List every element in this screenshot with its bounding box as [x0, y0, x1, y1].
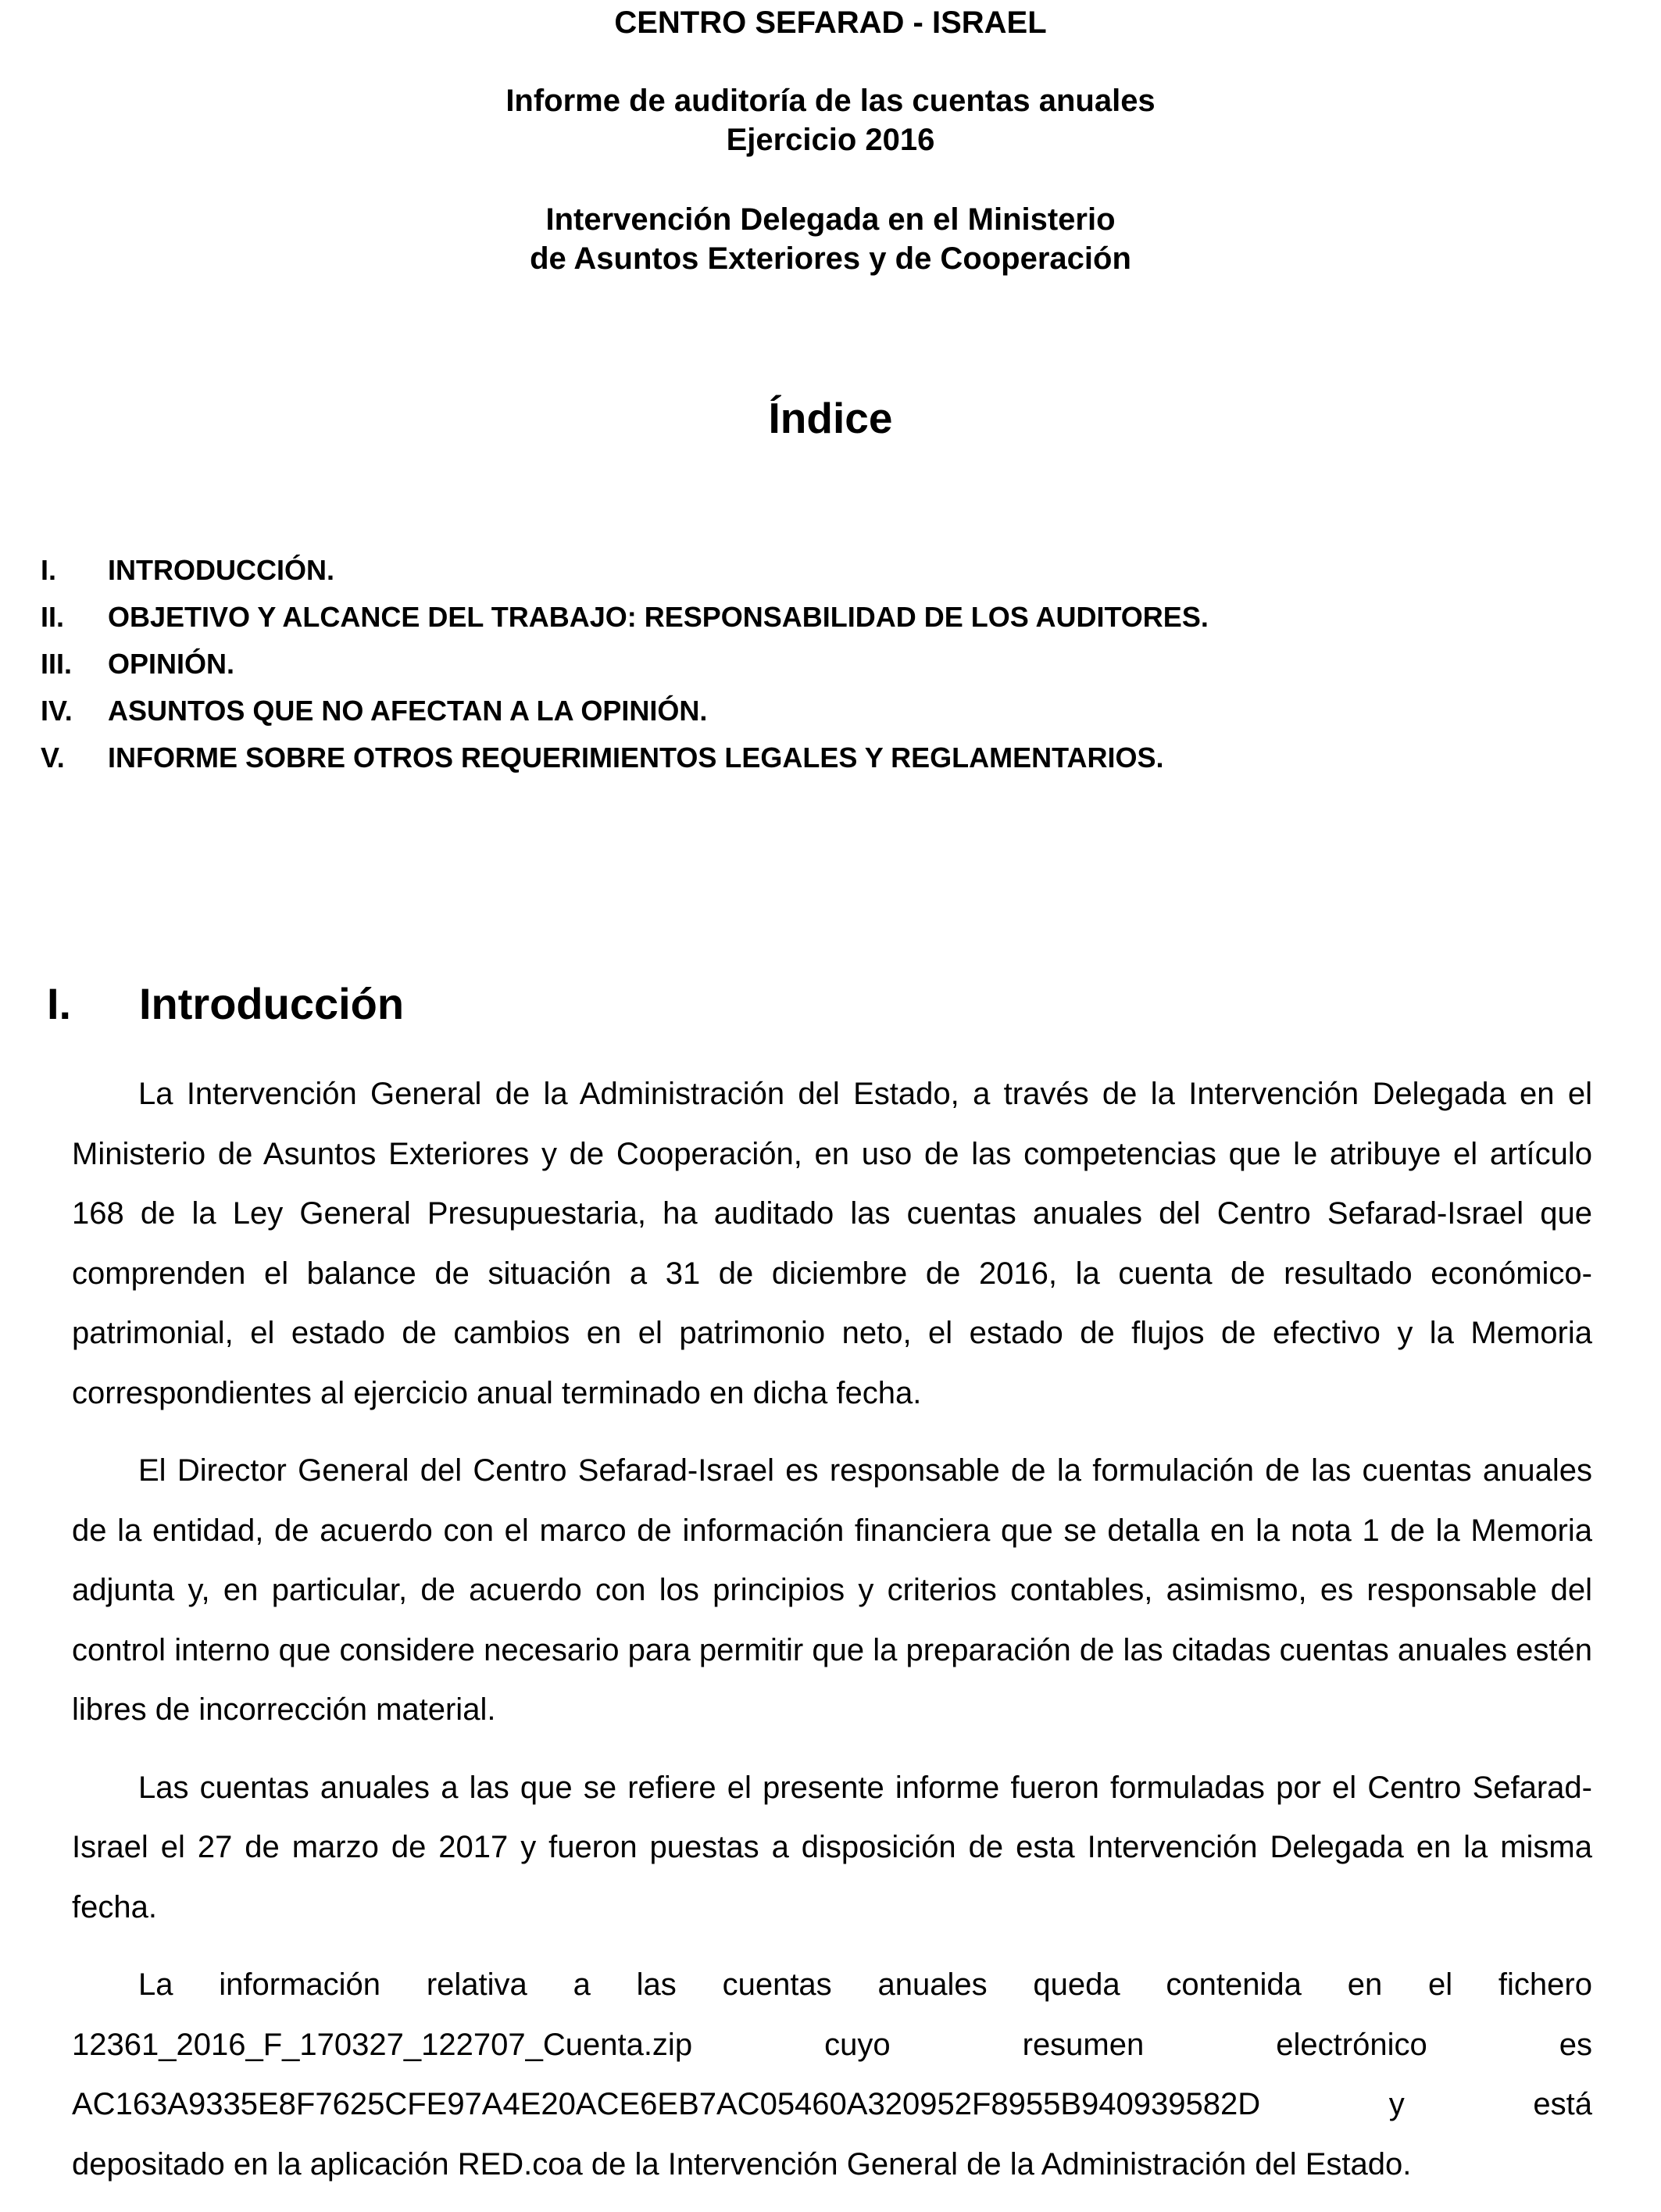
intervention-line-2: de Asuntos Exteriores y de Cooperación [530, 241, 1131, 276]
organization-title: CENTRO SEFARAD - ISRAEL [614, 5, 1047, 40]
paragraph: El Director General del Centro Sefarad-Israel es responsable de la formulación de las cuentas anuales de la entidad, de acuerdo con el marco de información financiera que se detalla en la nota 1 de la Memoria adjunta y, en particular, de acuerdo con los principios y criterios contables, asimismo, es responsable del control interno que considere necesario para permitir que la preparación de las citadas cuentas anuales estén libres de incorrección material. [72, 1453, 1592, 1727]
section-body [72, 1064, 1592, 2212]
paragraph: La Intervención General de la Administración del Estado, a través de la Intervención Delegada en el Ministerio de Asuntos Exteriores y de Cooperación, en uso de las competencias que le atribuye el artículo 168 de la Ley General Presupuestaria, ha auditado las cuentas anuales del Centro Sefarad-Israel que comprenden el balance de situación a 31 de diciembre de 2016, la cuenta de resultado económico-patrimonial, el estado de cambios en el patrimonio neto, el estado de flujos de efectivo y la Memoria correspondientes al ejercicio anual terminado en dicha fecha. [72, 1077, 1592, 1410]
table-of-contents [41, 547, 1209, 781]
toc-item-label: OBJETIVO Y ALCANCE DEL TRABAJO: RESPONSABILIDAD DE LOS AUDITORES. [108, 601, 1209, 633]
paragraph-file-info [72, 1955, 1592, 2194]
toc-item-label: INFORME SOBRE OTROS REQUERIMIENTOS LEGALES Y REGLAMENTARIOS. [108, 742, 1164, 774]
toc-item-opinion [41, 641, 1209, 688]
toc-item-number: II. [41, 601, 65, 633]
paragraph-line: depositado en la aplicación RED.coa de la Intervención General de la Administración del Estado. [72, 2146, 1412, 2182]
toc-item-number: I. [41, 554, 57, 586]
section-heading [47, 977, 404, 1031]
toc-item-number: IV. [41, 695, 73, 727]
section-title: Introducción [139, 979, 405, 1028]
paragraph-line: La información relativa a las cuentas anuales queda contenida en el fichero [138, 1967, 1592, 2002]
paragraph-line-filename: 12361_2016_F_170327_122707_Cuenta.zip cuyo resumen electrónico es [72, 2027, 1592, 2062]
report-title: Informe de auditoría de las cuentas anuales [505, 84, 1156, 118]
index-title: Índice [768, 394, 893, 442]
toc-item-asuntos [41, 688, 1209, 734]
toc-item-introduccion [41, 547, 1209, 594]
intervention-line-1: Intervención Delegada en el Ministerio [545, 202, 1116, 237]
toc-item-number: III. [41, 648, 73, 680]
toc-item-informe [41, 734, 1209, 781]
section-number: I. [47, 979, 72, 1028]
toc-item-label: INTRODUCCIÓN. [108, 554, 334, 586]
toc-item-objetivo [41, 594, 1209, 641]
report-year: Ejercicio 2016 [726, 123, 935, 157]
paragraph-line-hash: AC163A9335E8F7625CFE97A4E20ACE6EB7AC05460A320952F8955B940939582D y está [72, 2087, 1592, 2121]
toc-item-label: OPINIÓN. [108, 648, 235, 680]
paragraph: Las cuentas anuales a las que se refiere el presente informe fueron formuladas por el Centro Sefarad-Israel el 27 de marzo de 2017 y fueron puestas a disposición de esta Intervención Delegada en la misma fecha. [72, 1770, 1592, 1924]
toc-item-label: ASUNTOS QUE NO AFECTAN A LA OPINIÓN. [108, 695, 708, 727]
toc-item-number: V. [41, 742, 65, 774]
